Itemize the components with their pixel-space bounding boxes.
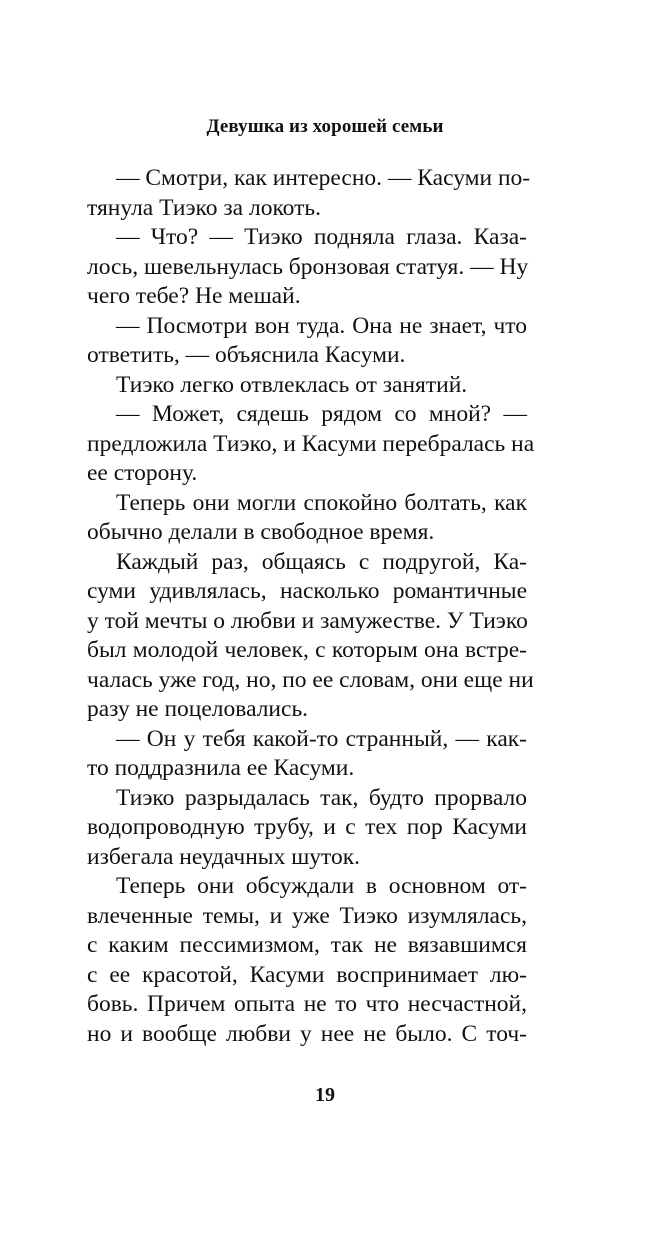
text-line: обычно делали в свободное время. [87, 519, 435, 545]
text-line: — Смотри, как интересно. — Касуми по- [116, 165, 531, 191]
running-head: Девушка из хорошей семьи [206, 116, 444, 137]
text-line: тянула Тиэко за локоть. [87, 194, 321, 221]
text-line: предложила Тиэко, и Касуми перебралась на [87, 430, 535, 457]
text-line: был молодой человек, с которым она встре- [87, 637, 527, 663]
text-line: суми удивлялась, насколько романтичные [87, 578, 527, 604]
text-line: с каким пессимизмом, так не вязавшимся [87, 932, 527, 958]
text-line: Каждый раз, общаясь с подругой, Ка- [116, 548, 527, 575]
text-line: чего тебе? Не мешай. [87, 283, 301, 309]
text-line: избегала неудачных шуток. [87, 843, 361, 870]
text-line: у той мечты о любви и замужестве. У Тиэко [87, 607, 528, 634]
text-line: — Посмотри вон туда. Она не знает, что [116, 312, 527, 339]
text-line: — Может, сядешь рядом со мной? — [116, 401, 527, 427]
text-line: чалась уже год, но, по ее словам, они еще ни [87, 666, 534, 693]
body-text [87, 164, 535, 1049]
text-line: — Он у тебя какой-то странный, — как- [116, 725, 527, 752]
page-number: 19 [315, 1084, 335, 1106]
text-line: с ее красотой, Касуми воспринимает лю- [87, 961, 527, 988]
text-line: то поддразнила ее Касуми. [87, 755, 355, 781]
text-line: Тиэко легко отвлеклась от занятий. [116, 371, 468, 398]
text-line: разу не поцеловались. [87, 696, 309, 722]
text-line: но и вообще любви у нее не было. С точ- [87, 1020, 527, 1047]
text-line: ответить, — объяснила Касуми. [87, 342, 406, 368]
text-line: — Что? — Тиэко подняла глаза. Каза- [116, 224, 527, 250]
text-line: Теперь они обсуждали в основном от- [116, 873, 527, 899]
text-line: бовь. Причем опыта не то что несчастной, [87, 991, 527, 1017]
text-line: водопроводную трубу, и с тех пор Касуми [87, 814, 527, 840]
text-line: ее сторону. [87, 460, 198, 486]
text-line: Тиэко разрыдалась так, будто прорвало [116, 784, 527, 811]
text-line: влеченные темы, и уже Тиэко изумлялась, [87, 902, 527, 929]
text-line: Теперь они могли спокойно болтать, как [116, 489, 527, 516]
text-line: лось, шевельнулась бронзовая статуя. — Ну [87, 253, 529, 280]
